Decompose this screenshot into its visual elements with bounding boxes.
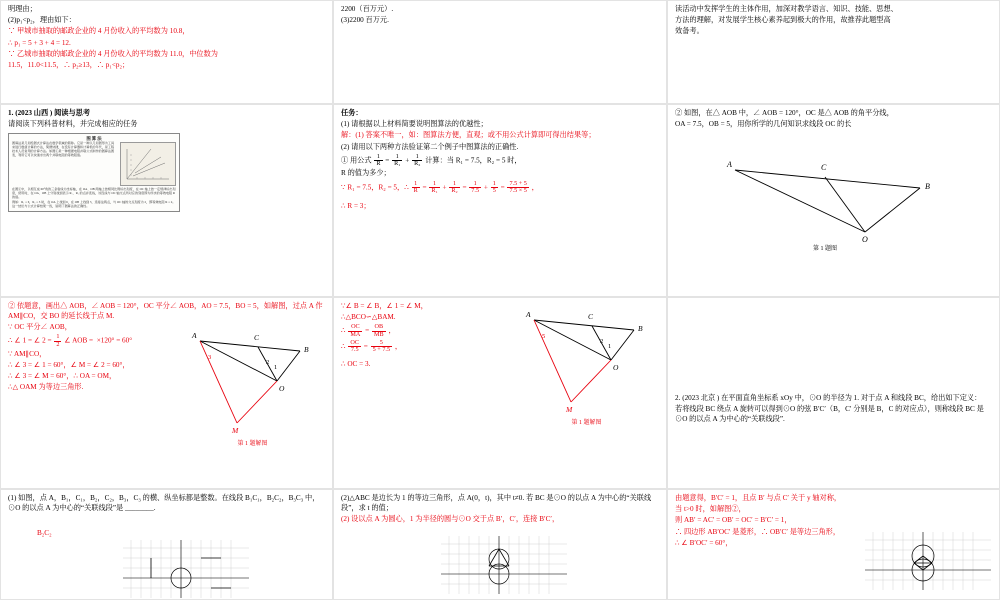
cell-r1c2 (333, 0, 667, 104)
task-title: 任务： (341, 109, 363, 117)
figure-caption-solution-1: 第 1 题解图 (237, 440, 268, 447)
svg-text:2: 2 (600, 338, 604, 345)
r4c1-line-0: (1) 如图，点 A，B₁，C₁，B₂，C₂，B₃，C₃ 的横、纵坐标都是整数。在线段 B₁C₁，B₂C₂，B₃C₃ 中，⊙O 的以点 A 为中心的“关联线段”是 ________. (8, 494, 320, 512)
figure-caption-solution-2: 第 1 题解图 (571, 420, 602, 426)
ratio-frac-4: $\frac{5}{5 + 7.5}$ (372, 338, 391, 354)
r2c3-line-1: OA = 7.5，OB = 5，用你所学的几何知识求线段 OC 的长 (675, 120, 852, 129)
r2c1-line-0: 请阅读下列科普材料，并完成相应的任务 (8, 120, 138, 129)
formula-term-1: $\frac{1}{\text{R₁}}$ (394, 152, 401, 168)
formula-term-2: $\frac{1}{\text{R₂}}$ (414, 152, 421, 168)
r2c2-prompt-R: R 的值为多少； (341, 169, 391, 178)
calc-frac-5: $\frac{1}{5}$ (492, 179, 496, 195)
r2c2-line-0: (1) 请根据以上材料简要说明图算法的优越性； (341, 120, 488, 129)
cell-r4c2 (333, 489, 667, 600)
cell-r4c1 (0, 489, 333, 600)
scan-body-1: 图算法是几何绘图式计算法在数学领域的简称。它是一种以几何图形为工具来进行数值计算的方法，简便快捷，在没有计算器和计算机的年代，是工程技术人员常用的计算方法。如图①是一种根据电阻并联公式制作的图算法图表，利用它可以快速求出两个并联电阻的等效阻值。 (12, 141, 115, 158)
formula-suffix: 计算：当 R₁ = 7.5，R₂ = 5 时， (425, 156, 522, 165)
r3c2-line-0: ∵∠ B = ∠ B，∠ 1 = ∠ M， (341, 302, 428, 310)
r2c3-line-0: ② 如图，在△ AOB 中，∠ AOB = 120°，OC 是△ AOB 的角平分线， (675, 109, 894, 117)
r1c1-line-1: (2)p₁<p₂，理由如下： (8, 16, 76, 25)
r4c2-line-1: (2) 设以点 A 为圆心，1 为半径的圆与⊙O 交于点 B′，C′，连接 B′C′， (341, 514, 560, 523)
cell-r3c2 (333, 297, 667, 489)
svg-text:O: O (862, 234, 868, 242)
svg-text:O: O (613, 363, 619, 372)
r3c1-line-5: ∴ ∠ 3 = ∠ M = 60°，∴ OA = OM， (8, 372, 117, 381)
r2c1-heading: 1. (2023 山西 ) 阅读与思考 (8, 109, 91, 117)
figure-grid-2 (439, 534, 569, 596)
r1c1-line-2: ∵ 甲城市抽取的邮政企业的 4 月份收入的平均数为 10.8， (8, 27, 190, 36)
ratio-frac-2: $\frac{OB}{MB}$ (374, 323, 384, 338)
figure-caption-1: 第 1 题图 (812, 245, 837, 252)
svg-text:M: M (566, 405, 573, 414)
r3c1-line-2: ∴ ∠ 1 = ∠ 2 = $\frac{1}{2}$ ∠ AOB = ×120° = 60° (8, 333, 133, 348)
calc-frac-2: $\frac{1}{\text{R₁}}$ (431, 179, 438, 195)
svg-text:B: B (925, 181, 930, 191)
formula-lhs: $\frac{1}{R}$ (376, 152, 381, 168)
r1c1-line-0: 明理由； (8, 5, 37, 13)
svg-text:1: 1 (274, 363, 278, 371)
svg-text:B: B (638, 324, 643, 333)
scan-title: 图 算 法 (86, 135, 102, 141)
r1c3-line-1: 方法的理解，对发展学生核心素养起到极大的作用，故推荐此题型高 (675, 16, 891, 25)
calc-frac-1: $\frac{1}{R}$ (413, 179, 418, 195)
r3c1-line-0: ② 依题意，画出△ AOB，∠ AOB = 120°，OC 平分∠ AOB，AO = 7.5，BO = 5，如解图，过点 A 作 AM∥CO，交 BO 的延长线于点 M. (8, 302, 323, 320)
r3c3-heading: 2. (2023 北京 ) 在平面直角坐标系 xOy 中，⊙O 的半径为 1. 对于点 A 和线段 BC，给出如下定义： (675, 394, 982, 402)
r1c2-line-1: (3)2200 百万元. (341, 16, 389, 25)
r3c2-line-1: ∴△BCO∽△BAM. (341, 313, 396, 322)
ratio-frac-3: $\frac{OC}{7.5}$ (350, 338, 359, 354)
calc-frac-4: $\frac{1}{7.5}$ (471, 179, 480, 195)
r2c2-calc-line: ∵ R₁ = 7.5，R₂ = 5，∴ $\frac{1}{R}$ = $\frac{1}{\text{R₁}}$ + $\frac{1}{\text{R₂}}$ = $\frac{1}{7.5}$ + $\frac{1}{5}$ = $\frac{7.5 + 5}{7.5 \times 5}$ ， (341, 179, 539, 195)
svg-text:A: A (192, 330, 197, 340)
scan-body-2: 在图①中，以相互成 60°角的三条射线为坐标轴，在 OA、OB 两轴上按相同比例标出刻度，在 OC 轴上按一定规律标出刻度，使用时，在 OA、OB 上分别找到表示 R₁、R₂ 的点并连线，该连线与 OC 轴交点所对应的刻度即为所求的等效电阻 R 的值。 (12, 186, 176, 199)
r2c2-result: ∴ R = 3； (341, 201, 371, 210)
r3c1-line-4: ∴ ∠ 3 = ∠ 1 = 60°，∠ M = ∠ 2 = 60°， (8, 360, 130, 369)
svg-text:A: A (727, 159, 732, 169)
r4c3-line-2: 则 AB′ = AC′ = OB′ = OC′ = B′C′ = 1， (675, 516, 792, 525)
r4c3-line-0: 由题意得，B′C′ = 1，且点 B′ 与点 C′ 关于 y 轴对称， (675, 494, 842, 502)
r4c3-line-1: 当 t>0 时，如解图②， (675, 505, 746, 514)
svg-text:C: C (821, 162, 827, 172)
calc-frac-6: $\frac{7.5 + 5}{7.5 \times 5}$ (509, 179, 527, 195)
svg-text:M: M (232, 425, 239, 435)
figure-aob-solution-2 (514, 302, 659, 426)
figure-aob-1 (675, 152, 992, 242)
cell-r3c3 (667, 297, 1000, 489)
svg-text:C: C (588, 312, 594, 321)
r1c3-line-2: 效备考。 (675, 27, 704, 36)
figure-grid-3 (863, 530, 993, 592)
r3c1-line-1: ∵ OC 平分∠ AOB， (8, 322, 72, 331)
r3c2-line-3: ∴ $\frac{OC}{7.5}$ = $\frac{5}{5 + 7.5}$ ， (341, 338, 403, 354)
r3c2-line-2: ∴ $\frac{OC}{MA}$ = $\frac{OB}{MB}$ ， (341, 323, 396, 338)
svg-text:5: 5 (542, 333, 546, 340)
r4c1-answer: B₂C₂ (37, 529, 52, 537)
r3c2-line-4: ∴ OC = 3. (341, 359, 371, 368)
r2c2-answer-1: 解：(1) 答案不唯一，如：图算法方便，直观；或不用公式计算即可得出结果等； (341, 131, 596, 140)
scan-body-3: 例如：R₁ = 6，R₂ = 3 时，在 OA 上找到 6，在 OB 上找到 3，连接这两点，与 OC 轴的交点刻度为 2，即等效电阻 R = 2。这一结论与公式计算结果一致，说明了图算法的正确性。 (12, 200, 176, 208)
reading-material-scan (8, 133, 180, 212)
r1c3-line-0: 读活动中发挥学生的主体作用，加深对教学语言、知识、技能、思想、 (675, 5, 898, 13)
cell-r1c1 (0, 0, 333, 104)
r2c2-line-1: (2) 请用以下两种方法验证第二个例子中图算法的正确性. (341, 142, 519, 151)
half-fraction: $\frac{1}{2}$ (56, 333, 60, 348)
r4c3-line-3: ∴ 四边形 AB′OC′ 是菱形，∴ OB′C′ 是等边三角形， (675, 527, 841, 536)
figure-aob-solution-1 (180, 323, 325, 447)
r4c3-line-4: ∴ ∠ B′OC′ = 60°， (675, 538, 733, 547)
svg-text:3: 3 (208, 353, 212, 361)
r4c2-line-0: (2)△ABC 是边长为 1 的等边三角形，点 A(0，t)，其中 t≠0. 若 BC 是⊙O 的以点 A 为中心的“关联线段”，求 t 的值； (341, 494, 652, 512)
cell-r2c2 (333, 104, 667, 297)
r1c1-line-3: ∴ p₁ = 5 + 3 + 4 = 12. (8, 38, 71, 47)
svg-text:B: B (304, 344, 309, 354)
r1c2-line-0: 2200（百万元）. (341, 5, 394, 13)
calc-frac-3: $\frac{1}{\text{R₂}}$ (451, 179, 458, 195)
r3c3-line-0: 若将线段 BC 绕点 A 旋转可以得到⊙O 的弦 B′C′（B，C′ 分别是 B，C 的对应点），则称线段 BC 是⊙O 的以点 A 为中心的“关联线段”. (675, 405, 984, 423)
formula-prefix: ① 用公式 (341, 156, 372, 165)
cell-r2c3 (667, 104, 1000, 297)
r1c1-line-4: ∵ 乙城市抽取的邮政企业的 4 月份收入的平均数为 11.0，中位数为 (8, 49, 218, 58)
cell-r4c3 (667, 489, 1000, 600)
svg-text:O: O (279, 383, 285, 393)
ratio-frac-1: $\frac{OC}{MA}$ (350, 323, 361, 338)
r3c1-line-3: ∵ AM∥CO， (8, 349, 47, 358)
scan-figure-image (120, 142, 176, 186)
r3c1-line-6: ∴△ OAM 为等边三角形. (8, 383, 84, 392)
svg-text:2: 2 (266, 358, 270, 366)
svg-text:A: A (526, 310, 531, 319)
svg-text:C: C (254, 332, 260, 342)
figure-grid-1 (121, 538, 251, 600)
r1c1-line-5: 11.5，11.0<11.5，∴ p₂≥13，∴ p₁<p₂； (8, 61, 130, 70)
cell-r1c3 (667, 0, 1000, 104)
cell-r2c1 (0, 104, 333, 297)
cell-r3c1 (0, 297, 333, 489)
svg-text:1: 1 (608, 343, 612, 350)
r2c2-line-2: ① 用公式 $\frac{1}{R}$ = $\frac{1}{\text{R₁}}$ + $\frac{1}{\text{R₂}}$ 计算：当 R₁ = 7.5，R₂ = 5 时， (341, 152, 522, 168)
